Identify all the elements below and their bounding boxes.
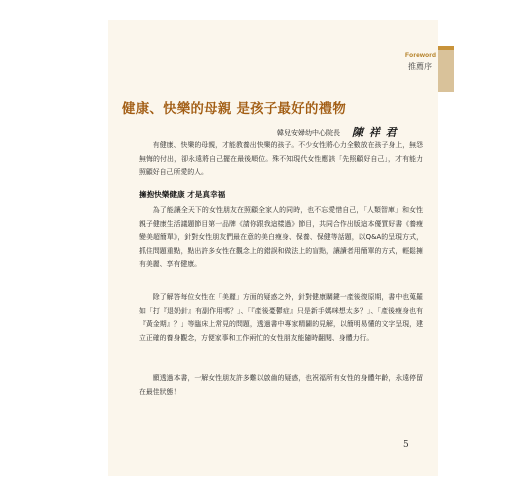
author-signature: 陳 祥 君 (352, 126, 398, 139)
section-label-zh: 推薦序 (408, 62, 432, 71)
subheading: 擁抱快樂健康 才是真幸福 (139, 190, 226, 199)
section-label-en: Foreword (405, 52, 437, 59)
paragraph-4: 願透過本書，一解女性朋友許多難以啟齒的疑惑，也祝福所有女性的身體年齡，永遠停留在最佳狀態！ (139, 374, 423, 396)
section-tab-stripe (438, 46, 454, 50)
paragraph-2: 為了能讓全天下的女性朋友在照顧全家人的同時，也不忘愛惜自己，「人類智庫」和女性親子健康生活議題節目第一品牌《請你跟我這樣過》節目，共同合作出版這本優質好書《養瘦變美超簡單》，針對女性朋友們最在意的美白瘦身、保養、保健等話題，以Q&A的呈現方式，抓住問題重點，點出許多女性在觀念上的錯誤和做法上的盲點，讓讀者用簡單的方式，輕鬆擁有美麗、享有健康。 (139, 206, 423, 269)
article-title: 健康、快樂的母親 是孩子最好的禮物 (122, 101, 347, 117)
section-tab-marker (438, 46, 454, 92)
author-byline: 韓兒安婦幼中心院長 (277, 129, 340, 137)
page-number: 5 (403, 440, 409, 450)
paragraph-3: 除了解答每位女性在「美麗」方面的疑惑之外，針對健康關鍵一產後復原期，書中也蒐羅如「打『退奶針』有副作用嗎？」、「『產後憂鬱症』只是新手媽咪想太多？」、「產後瘦身也有『黃金期』？」等臨床上常見的問題，透過書中專家精闢的見解，以簡明易懂的文字呈現，建立正確的養身觀念，方便家事和工作兩忙的女性朋友能隨時翻閱、身體力行。 (139, 293, 423, 342)
paragraph-1: 有健康、快樂的母親，才能教養出快樂的孩子。不少女性將心力全數放在孩子身上，無怨無悔的付出，卻永遠將自己擺在最後順位。殊不知現代女性應該「先照顧好自己」，才有能力照顧好自己所愛的人。 (139, 141, 423, 177)
